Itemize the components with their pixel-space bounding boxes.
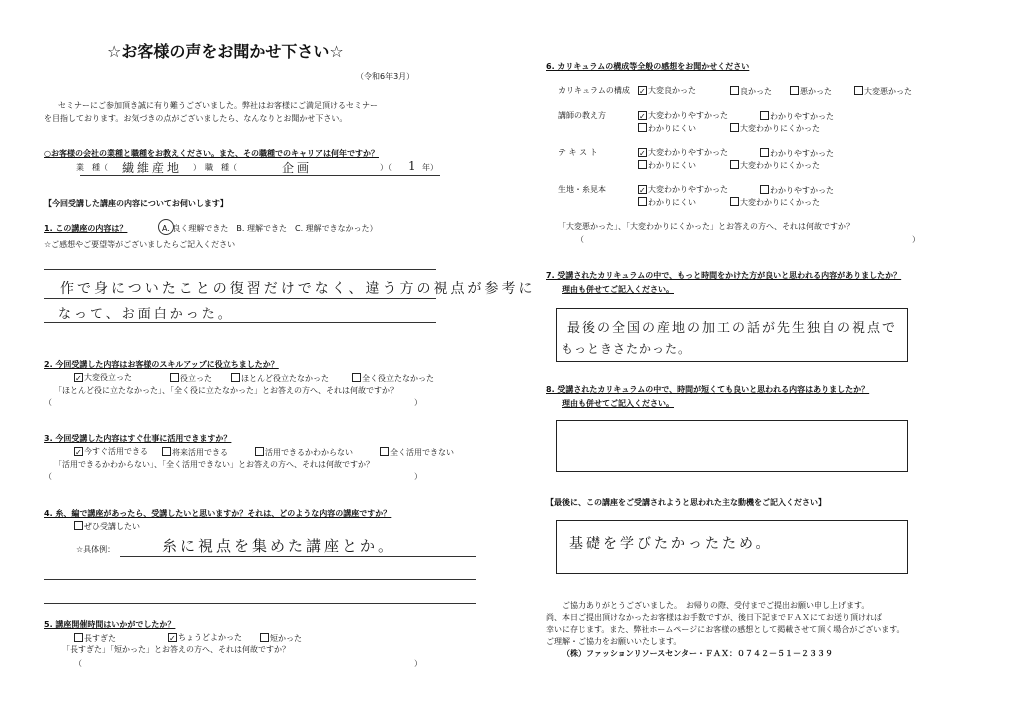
q8-answer-box[interactable] [556, 420, 908, 472]
q1-comment-prompt: ☆ご感想やご要望等がございましたらご記入ください [44, 240, 236, 249]
q1-comment-text-1[interactable]: 作で身についたことの復習だけでなく、違う方の視点が参考に [60, 281, 536, 297]
q6-row-3-checkbox-0[interactable]: ✓ [639, 186, 646, 195]
motive-answer-box[interactable] [556, 520, 908, 574]
q5-checkbox-1[interactable]: ✓ [169, 634, 176, 643]
q4-title: 4. 糸、編で講座があったら、受講したいと思いますか？それは、どのような内容の講座ですか？ [44, 509, 392, 518]
q2-option-2[interactable]: ほとんど役立たなかった [231, 373, 329, 384]
job-value[interactable]: 企画 [282, 161, 313, 175]
q6-row-2-checkbox-0[interactable]: ✓ [639, 149, 646, 158]
q1-comment-line-2 [44, 298, 436, 299]
q3-checkbox-1[interactable] [162, 447, 171, 456]
years-label: ）（ [380, 163, 392, 172]
q6-row-0-option-2[interactable]: 悪かった [790, 86, 832, 97]
q6-row-0-checkbox-3[interactable] [854, 86, 863, 95]
q6-row-2-option-0[interactable]: ✓ 大変わかりやすかった [639, 148, 728, 158]
q4-line-1 [120, 556, 476, 557]
q3-paren-close: ） [414, 472, 422, 481]
q7-title: 7. 受講されたカリキュラムの中で、もっと時間をかけた方が良いと思われる内容がありましたか？ [546, 271, 902, 280]
q7-answer-line-1: 最後の全国の産地の加工の話が先生独自の視点で [567, 321, 898, 336]
q6-row-1-option-2[interactable]: わかりにくい [638, 123, 696, 134]
q7-answer-box[interactable] [556, 308, 908, 362]
q8-title: 8. 受講されたカリキュラムの中で、時間が短くても良いと思われる内容はありましたか？ [546, 385, 870, 394]
footer-contact: （株）ファッションリソースセンター・ＦＡＸ：０７４２－５１－２３３９ [562, 649, 833, 658]
q6-row-0-checkbox-2[interactable] [790, 86, 799, 95]
q6-row-3-checkbox-3[interactable] [730, 197, 739, 206]
q6-row-1-checkbox-1[interactable] [760, 111, 769, 120]
q3-checkbox-0[interactable]: ✓ [75, 448, 82, 457]
q3-followup: 「活用できるかわからない」、「全く活用できない」とお答えの方へ、それは何故ですか？ [54, 460, 374, 469]
q2-option-1[interactable]: 役立った [170, 373, 212, 384]
q6-row-0-option-1[interactable]: 良かった [730, 86, 772, 97]
q6-row-2-option-1[interactable]: わかりやすかった [760, 148, 834, 159]
q2-followup: 「ほとんど役に立たなかった」、「全く役に立たなかった」とお答えの方へ、それは何故ですか？ [54, 386, 398, 395]
q6-row-1-checkbox-0[interactable]: ✓ [639, 112, 646, 121]
q6-row-3-label: 生地・糸見本 [558, 185, 606, 194]
q3-checkbox-2[interactable] [255, 447, 264, 456]
q3-option-3[interactable]: 全く活用できない [380, 447, 454, 458]
course-section-header: 【今回受講した講座の内容についてお伺いします】 [44, 199, 228, 208]
q7-subtitle: 理由も併せてご記入ください。 [562, 285, 674, 294]
q6-row-2-checkbox-1[interactable] [760, 148, 769, 157]
q4-line-3 [44, 603, 476, 604]
intro-line-1: セミナーにご参加頂き誠に有り難うございました。弊社はお客様にご満足頂けるセミナー [58, 101, 378, 110]
q5-option-2[interactable]: 短かった [260, 633, 302, 644]
q6-row-1-label: 講師の教え方 [558, 111, 606, 120]
footer-line-1: ご協力ありがとうございました。 お帰りの際、受付までご提出お願い申し上げます。 [562, 601, 870, 610]
industry-label: 業 種（ [76, 163, 108, 172]
q6-row-1-option-0[interactable]: ✓ 大変わかりやすかった [639, 111, 728, 121]
q3-checkbox-3[interactable] [380, 447, 389, 456]
q6-row-1-option-1[interactable]: わかりやすかった [760, 111, 834, 122]
q2-option-3[interactable]: 全く役立たなかった [352, 373, 434, 384]
q6-row-2-checkbox-2[interactable] [638, 160, 647, 169]
q2-option-0[interactable]: ✓ 大変役立った [75, 373, 132, 383]
q6-row-3-checkbox-2[interactable] [638, 197, 647, 206]
q8-subtitle: 理由も併せてご記入ください。 [562, 399, 674, 408]
q5-checkbox-0[interactable] [74, 633, 83, 642]
q3-option-1[interactable]: 将来活用できる [162, 447, 228, 458]
footer-line-3: 幸いに存じます。また、弊社ホームページにお客様の感想として掲載させて頂く場合がございます。 [546, 625, 905, 634]
q5-title: 5. 講座開催時間はいかがでしたか？ [44, 620, 176, 629]
years-suffix: 年） [422, 163, 438, 172]
q3-paren-open: （ [44, 472, 52, 481]
intro-line-2: を目指しております。お気づきの点がございましたら、なんなりとお聞かせ下さい。 [44, 114, 348, 123]
industry-value[interactable]: 繊維産地 [122, 161, 183, 175]
q3-option-0[interactable]: ✓ 今すぐ活用できる [75, 447, 148, 457]
q6-paren-close: ） [912, 235, 920, 244]
q4-example-value[interactable]: 糸に視点を集めた講座とか。 [162, 537, 397, 555]
survey-date: （令和6年3月） [356, 72, 415, 81]
footer-line-2: 尚、本日ご提出頂けなかったお客様はお手数ですが、後日下記までＦＡＸにてお送り頂ければ [546, 613, 882, 622]
q5-checkbox-2[interactable] [260, 633, 269, 642]
q6-row-1-option-3[interactable]: 大変わかりにくかった [730, 123, 820, 134]
q3-option-2[interactable]: 活用できるかわからない [255, 447, 353, 458]
q1-comment-line-1 [44, 269, 436, 270]
q5-option-0[interactable]: 長すぎた [74, 633, 116, 644]
q1-title: 1. この講座の内容は？ [44, 224, 128, 233]
q5-paren-close: ） [414, 659, 422, 668]
q2-checkbox-2[interactable] [231, 373, 240, 382]
q6-paren-open: （ [576, 235, 584, 244]
q6-row-3-checkbox-1[interactable] [760, 185, 769, 194]
q6-row-1-checkbox-3[interactable] [730, 123, 739, 132]
q7-answer-line-2: もっときさたかった。 [561, 342, 692, 356]
q1-comment-line-3 [44, 322, 436, 323]
q6-row-1-checkbox-2[interactable] [638, 123, 647, 132]
q6-row-0-checkbox-1[interactable] [730, 86, 739, 95]
q6-row-3-option-2[interactable]: わかりにくい [638, 197, 696, 208]
q1-comment-text-2[interactable]: なって、お面白かった。 [58, 307, 234, 322]
q6-row-3-option-1[interactable]: わかりやすかった [760, 185, 834, 196]
q2-title: 2. 今回受講した内容はお客様のスキルアップに役立ちましたか？ [44, 360, 279, 369]
q4-example-label: ☆具体例： [76, 545, 116, 554]
q2-checkbox-1[interactable] [170, 373, 179, 382]
q2-checkbox-3[interactable] [352, 373, 361, 382]
q3-title: 3. 今回受講した内容はすぐ仕事に活用できますか？ [44, 434, 232, 443]
q6-row-0-option-3[interactable]: 大変悪かった [854, 86, 912, 97]
q6-followup: 「大変悪かった」、「大変わかりにくかった」とお答えの方へ、それは何故ですか？ [558, 222, 854, 231]
years-value[interactable]: 1 [408, 159, 419, 173]
motive-title: 【最後に、この講座をご受講されようと思われた主な動機をご記入ください】 [546, 498, 826, 507]
career-question: ○お客様の会社の業種と職種をお教えください。また、その職種でのキャリアは何年ですか？ [44, 149, 379, 158]
q6-row-3-option-0[interactable]: ✓ 大変わかりやすかった [639, 185, 728, 195]
q2-paren-open: （ [44, 398, 52, 407]
page-title: ☆お客様の声をお聞かせ下さい☆ [107, 42, 344, 61]
q1-options[interactable]: A. 良く理解できた B. 理解できた C. 理解できなかった） [162, 224, 378, 233]
q6-row-0-label: カリキュラムの構成 [558, 86, 630, 95]
q2-checkbox-0[interactable]: ✓ [75, 374, 82, 383]
q2-paren-close: ） [414, 398, 422, 407]
career-underline [80, 175, 440, 176]
q6-row-2-option-2[interactable]: わかりにくい [638, 160, 696, 171]
q4-line-2 [44, 579, 476, 580]
q6-row-0-option-0[interactable]: ✓ 大変良かった [639, 86, 696, 96]
q6-row-2-option-3[interactable]: 大変わかりにくかった [730, 160, 820, 171]
q6-row-2-checkbox-3[interactable] [730, 160, 739, 169]
q6-row-2-label: テ キ ス ト [558, 148, 598, 157]
q6-title: 6. カリキュラムの構成等全般の感想をお聞かせください [546, 62, 750, 71]
q5-option-1[interactable]: ✓ ちょうどよかった [169, 633, 242, 643]
q4-checkbox[interactable] [74, 521, 83, 530]
q6-row-0-checkbox-0[interactable]: ✓ [639, 87, 646, 96]
footer-line-4: ご理解・ご協力をお願いいたします。 [546, 637, 682, 646]
q5-paren-open: （ [74, 659, 82, 668]
motive-answer: 基礎を学びたかったため。 [569, 536, 773, 552]
q4-option[interactable]: ぜひ受講したい [74, 521, 140, 532]
job-label: ） 職 種（ [193, 163, 237, 172]
q6-row-3-option-3[interactable]: 大変わかりにくかった [730, 197, 820, 208]
q5-followup: 「長すぎた」「短かった」とお答えの方へ、それは何故ですか？ [62, 645, 290, 654]
